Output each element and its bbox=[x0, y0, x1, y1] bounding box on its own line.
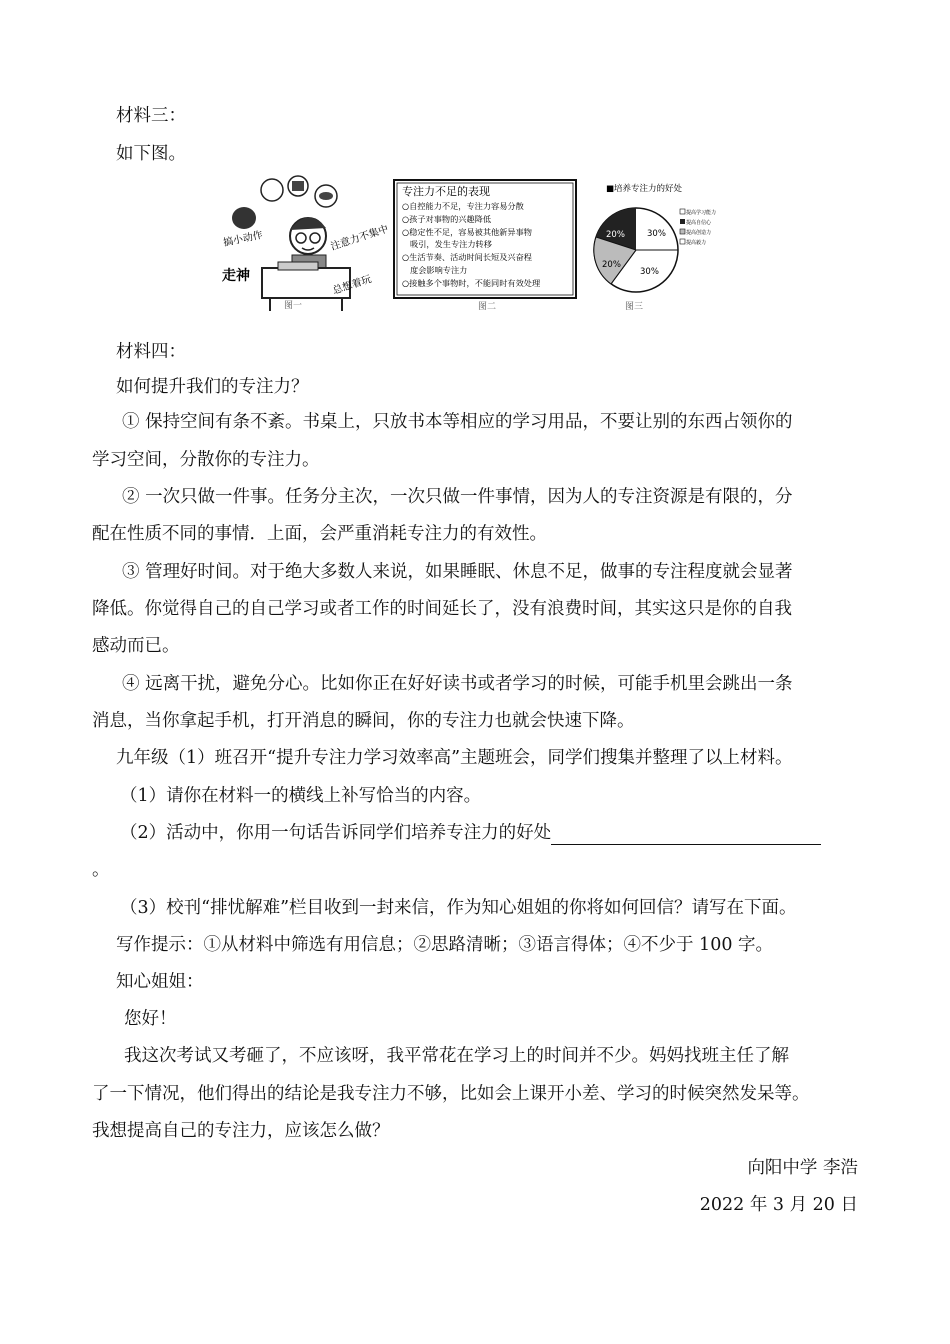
panel-3-title: ■培养专注力的好处 bbox=[606, 184, 683, 194]
question-2-end: 。 bbox=[92, 860, 110, 880]
panel-2-item: ○接触多个事物时，不能同时有效处理 bbox=[402, 278, 541, 288]
panel-3-slice-label: 30% bbox=[640, 267, 659, 277]
tip-1-line-1: ① 保持空间有条不紊。书桌上，只放书本等相应的学习用品，不要让别的东西占领你的 bbox=[122, 412, 793, 432]
panel-2-label: 图二 bbox=[478, 302, 497, 312]
panel-3-legend: 提高毅力 bbox=[686, 240, 707, 246]
answer-blank-line[interactable] bbox=[551, 826, 821, 845]
panel-2-item: ○稳定性不足，容易被其他新异事物 bbox=[402, 227, 532, 237]
panel-2-item: ○孩子对事物的兴趣降低 bbox=[402, 214, 492, 224]
tip-4-line-2: 消息，当你拿起手机，打开消息的瞬间，你的专注力也就会快速下降。 bbox=[92, 711, 635, 731]
material-3-intro: 如下图。 bbox=[116, 144, 186, 164]
panel-2-box bbox=[394, 180, 576, 312]
figure-svg bbox=[222, 178, 717, 316]
letter-greeting: 您好！ bbox=[124, 1009, 177, 1029]
tip-2-line-1: ② 一次只做一件事。任务分主次，一次只做一件事情，因为人的专注资源是有限的，分 bbox=[122, 487, 793, 507]
material-3-title: 材料三： bbox=[116, 106, 186, 126]
tip-4-line-1: ④ 远离干扰，避免分心。比如你正在好好读书或者学习的时候，可能手机里会跳出一条 bbox=[122, 674, 793, 694]
material-4-question: 如何提升我们的专注力？ bbox=[116, 377, 309, 397]
task-intro: 九年级（1）班召开“提升专注力学习效率高”主题班会，同学们搜集并整理了以上材料。 bbox=[116, 748, 793, 768]
question-2 bbox=[120, 821, 821, 845]
material-4-title: 材料四： bbox=[116, 342, 186, 362]
panel-2-item: ○生活节奏、活动时间长短及兴奋程 bbox=[402, 252, 532, 262]
panel-3-legend: 提高学习能力 bbox=[686, 210, 717, 216]
panel-2-title: 专注力不足的表现 bbox=[402, 185, 490, 198]
writing-hint: 写作提示：①从材料中筛选有用信息；②思路清晰；③语言得体；④不少于 100 字。 bbox=[116, 935, 774, 955]
panel-3-slice-label: 20% bbox=[606, 230, 625, 240]
question-1: （1）请你在材料一的横线上补写恰当的内容。 bbox=[120, 786, 482, 806]
panel-1-cartoon bbox=[221, 176, 390, 311]
panel-1-label: 图一 bbox=[284, 301, 303, 311]
letter-date: 2022 年 3 月 20 日 bbox=[699, 1195, 858, 1215]
figure-group bbox=[222, 178, 717, 316]
panel-2-item: 吸引，发生专注力转移 bbox=[410, 239, 492, 249]
tip-1-line-2: 学习空间，分散你的专注力。 bbox=[92, 450, 320, 470]
tip-3-line-2: 降低。你觉得自己的自己学习或者工作的时间延长了，没有浪费时间，其实这只是你的自我 bbox=[92, 599, 792, 619]
panel-1-note-2: 注意力不集中 bbox=[329, 223, 390, 253]
tip-3-line-1: ③ 管理好时间。对于绝大多数人来说，如果睡眠、休息不足，做事的专注程度就会显著 bbox=[122, 562, 793, 582]
panel-3-slice-label: 30% bbox=[647, 229, 666, 239]
panel-3-legend: 提高自信心 bbox=[686, 220, 712, 226]
letter-body-line-3: 我想提高自己的专注力，应该怎么做？ bbox=[92, 1121, 390, 1141]
panel-1-stamp: 走神 bbox=[222, 268, 250, 284]
panel-3-label: 图三 bbox=[625, 302, 644, 312]
question-2-text: （2）活动中，你用一句话告诉同学们培养专注力的好处 bbox=[120, 823, 552, 843]
question-3: （3）校刊“排忧解难”栏目收到一封来信，作为知心姐姐的你将如何回信？请写在下面。 bbox=[120, 898, 797, 918]
letter-sender: 向阳中学 李浩 bbox=[747, 1158, 858, 1178]
panel-2-item: 度会影响专注力 bbox=[410, 265, 468, 275]
panel-1-note-3: 总想着玩 bbox=[331, 274, 373, 297]
panel-3-pie bbox=[594, 183, 716, 312]
letter-body-line-2: 了一下情况，他们得出的结论是我专注力不够，比如会上课开小差、学习的时候突然发呆等。 bbox=[92, 1084, 810, 1104]
letter-salutation: 知心姐姐： bbox=[116, 972, 204, 992]
tip-3-line-3: 感动而已。 bbox=[92, 636, 180, 656]
letter-body-line-1: 我这次考试又考砸了，不应该呀，我平常花在学习上的时间并不少。妈妈找班主任了解 bbox=[124, 1046, 789, 1066]
tip-2-line-2: 配在性质不同的事情．上面，会严重消耗专注力的有效性。 bbox=[92, 524, 547, 544]
panel-2-item: ○自控能力不足，专注力容易分散 bbox=[402, 201, 524, 211]
panel-1-note-1: 搞小动作 bbox=[222, 229, 264, 249]
panel-3-slice-label: 20% bbox=[602, 260, 621, 270]
panel-3-legend: 提高创造力 bbox=[686, 230, 712, 236]
